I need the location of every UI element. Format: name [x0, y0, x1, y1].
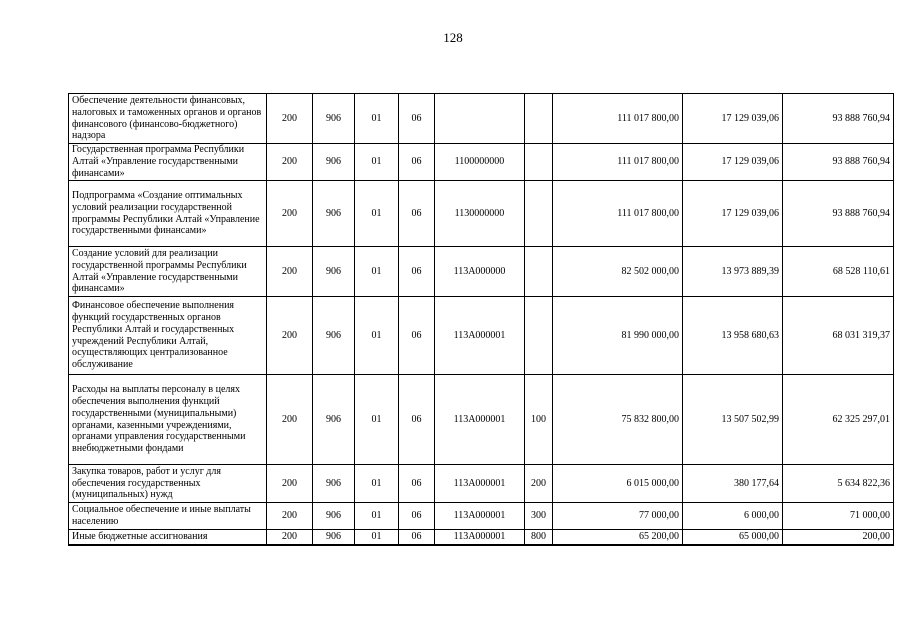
row-section: 01	[355, 181, 399, 247]
row-code2: 906	[313, 94, 355, 144]
row-remaining: 93 888 760,94	[783, 144, 894, 181]
row-subsection: 06	[399, 144, 435, 181]
row-remaining: 93 888 760,94	[783, 181, 894, 247]
row-executed: 65 000,00	[683, 530, 783, 545]
row-plan: 75 832 800,00	[553, 375, 683, 465]
table-row	[69, 503, 894, 530]
row-section: 01	[355, 503, 399, 530]
row-type: 800	[525, 530, 553, 545]
row-target: 113А000001	[435, 503, 525, 530]
row-executed: 17 129 039,06	[683, 94, 783, 144]
row-code2: 906	[313, 530, 355, 545]
row-code2: 906	[313, 375, 355, 465]
row-code1: 200	[267, 530, 313, 545]
row-target: 1100000000	[435, 144, 525, 181]
row-code2: 906	[313, 465, 355, 503]
row-target: 113А000001	[435, 530, 525, 545]
table-row	[69, 247, 894, 297]
row-code2: 906	[313, 144, 355, 181]
table-row	[69, 94, 894, 144]
row-remaining: 200,00	[783, 530, 894, 545]
row-plan: 111 017 800,00	[553, 94, 683, 144]
row-plan: 111 017 800,00	[553, 181, 683, 247]
row-name: Социальное обеспечение и иные выплаты населению	[69, 503, 267, 530]
row-subsection: 06	[399, 375, 435, 465]
row-code1: 200	[267, 503, 313, 530]
row-section: 01	[355, 297, 399, 375]
row-type: 200	[525, 465, 553, 503]
row-subsection: 06	[399, 297, 435, 375]
row-type	[525, 247, 553, 297]
row-executed: 13 973 889,39	[683, 247, 783, 297]
row-plan: 111 017 800,00	[553, 144, 683, 181]
row-type	[525, 297, 553, 375]
row-code2: 906	[313, 297, 355, 375]
row-code1: 200	[267, 297, 313, 375]
row-section: 01	[355, 530, 399, 545]
row-name: Расходы на выплаты персоналу в целях обеспечения выполнения функций государственными (муниципальными) органами, казенными учреждениями, органами управления государственными внебюджетными фондами	[69, 375, 267, 465]
row-section: 01	[355, 144, 399, 181]
row-executed: 380 177,64	[683, 465, 783, 503]
row-remaining: 93 888 760,94	[783, 94, 894, 144]
row-target: 1130000000	[435, 181, 525, 247]
row-plan: 82 502 000,00	[553, 247, 683, 297]
row-subsection: 06	[399, 94, 435, 144]
budget-table	[68, 93, 894, 546]
row-remaining: 71 000,00	[783, 503, 894, 530]
page-number: 128	[443, 30, 463, 45]
row-code1: 200	[267, 247, 313, 297]
row-code1: 200	[267, 181, 313, 247]
row-subsection: 06	[399, 181, 435, 247]
row-name: Подпрограмма «Создание оптимальных условий реализации государственной программы Республики Алтай «Управление государственными финансами»	[69, 181, 267, 247]
row-code2: 906	[313, 181, 355, 247]
row-target: 113А000001	[435, 465, 525, 503]
row-type	[525, 94, 553, 144]
row-name: Государственная программа Республики Алтай «Управление государственными финансами»	[69, 144, 267, 181]
row-section: 01	[355, 375, 399, 465]
table-row	[69, 465, 894, 503]
table-row	[69, 375, 894, 465]
row-code1: 200	[267, 375, 313, 465]
row-code2: 906	[313, 503, 355, 530]
row-executed: 6 000,00	[683, 503, 783, 530]
row-section: 01	[355, 247, 399, 297]
row-code1: 200	[267, 94, 313, 144]
row-executed: 17 129 039,06	[683, 181, 783, 247]
row-name: Создание условий для реализации государственной программы Республики Алтай «Управление государственными финансами»	[69, 247, 267, 297]
table-row	[69, 297, 894, 375]
row-type: 100	[525, 375, 553, 465]
row-target: 113А000001	[435, 375, 525, 465]
row-code1: 200	[267, 465, 313, 503]
row-code2: 906	[313, 247, 355, 297]
row-subsection: 06	[399, 530, 435, 545]
row-type	[525, 181, 553, 247]
row-target: 113А000000	[435, 247, 525, 297]
row-type	[525, 144, 553, 181]
row-remaining: 68 528 110,61	[783, 247, 894, 297]
row-plan: 6 015 000,00	[553, 465, 683, 503]
row-executed: 13 507 502,99	[683, 375, 783, 465]
row-executed: 17 129 039,06	[683, 144, 783, 181]
row-subsection: 06	[399, 247, 435, 297]
row-name: Обеспечение деятельности финансовых, налоговых и таможенных органов и органов финансового (финансово-бюджетного) надзора	[69, 94, 267, 144]
row-name: Иные бюджетные ассигнования	[69, 530, 267, 545]
table-row	[69, 181, 894, 247]
table-row	[69, 530, 894, 545]
row-section: 01	[355, 465, 399, 503]
row-remaining: 5 634 822,36	[783, 465, 894, 503]
row-executed: 13 958 680,63	[683, 297, 783, 375]
row-subsection: 06	[399, 465, 435, 503]
row-type: 300	[525, 503, 553, 530]
row-plan: 65 200,00	[553, 530, 683, 545]
row-name: Финансовое обеспечение выполнения функций государственных органов Республики Алтай и государственных учреждений Республики Алтай, осуществляющих централизованное обслуживание	[69, 297, 267, 375]
row-plan: 81 990 000,00	[553, 297, 683, 375]
row-target	[435, 94, 525, 144]
row-name: Закупка товаров, работ и услуг для обеспечения государственных (муниципальных) нужд	[69, 465, 267, 503]
row-remaining: 68 031 319,37	[783, 297, 894, 375]
row-code1: 200	[267, 144, 313, 181]
row-section: 01	[355, 94, 399, 144]
row-plan: 77 000,00	[553, 503, 683, 530]
row-remaining: 62 325 297,01	[783, 375, 894, 465]
row-target: 113А000001	[435, 297, 525, 375]
table-row	[69, 144, 894, 181]
row-subsection: 06	[399, 503, 435, 530]
